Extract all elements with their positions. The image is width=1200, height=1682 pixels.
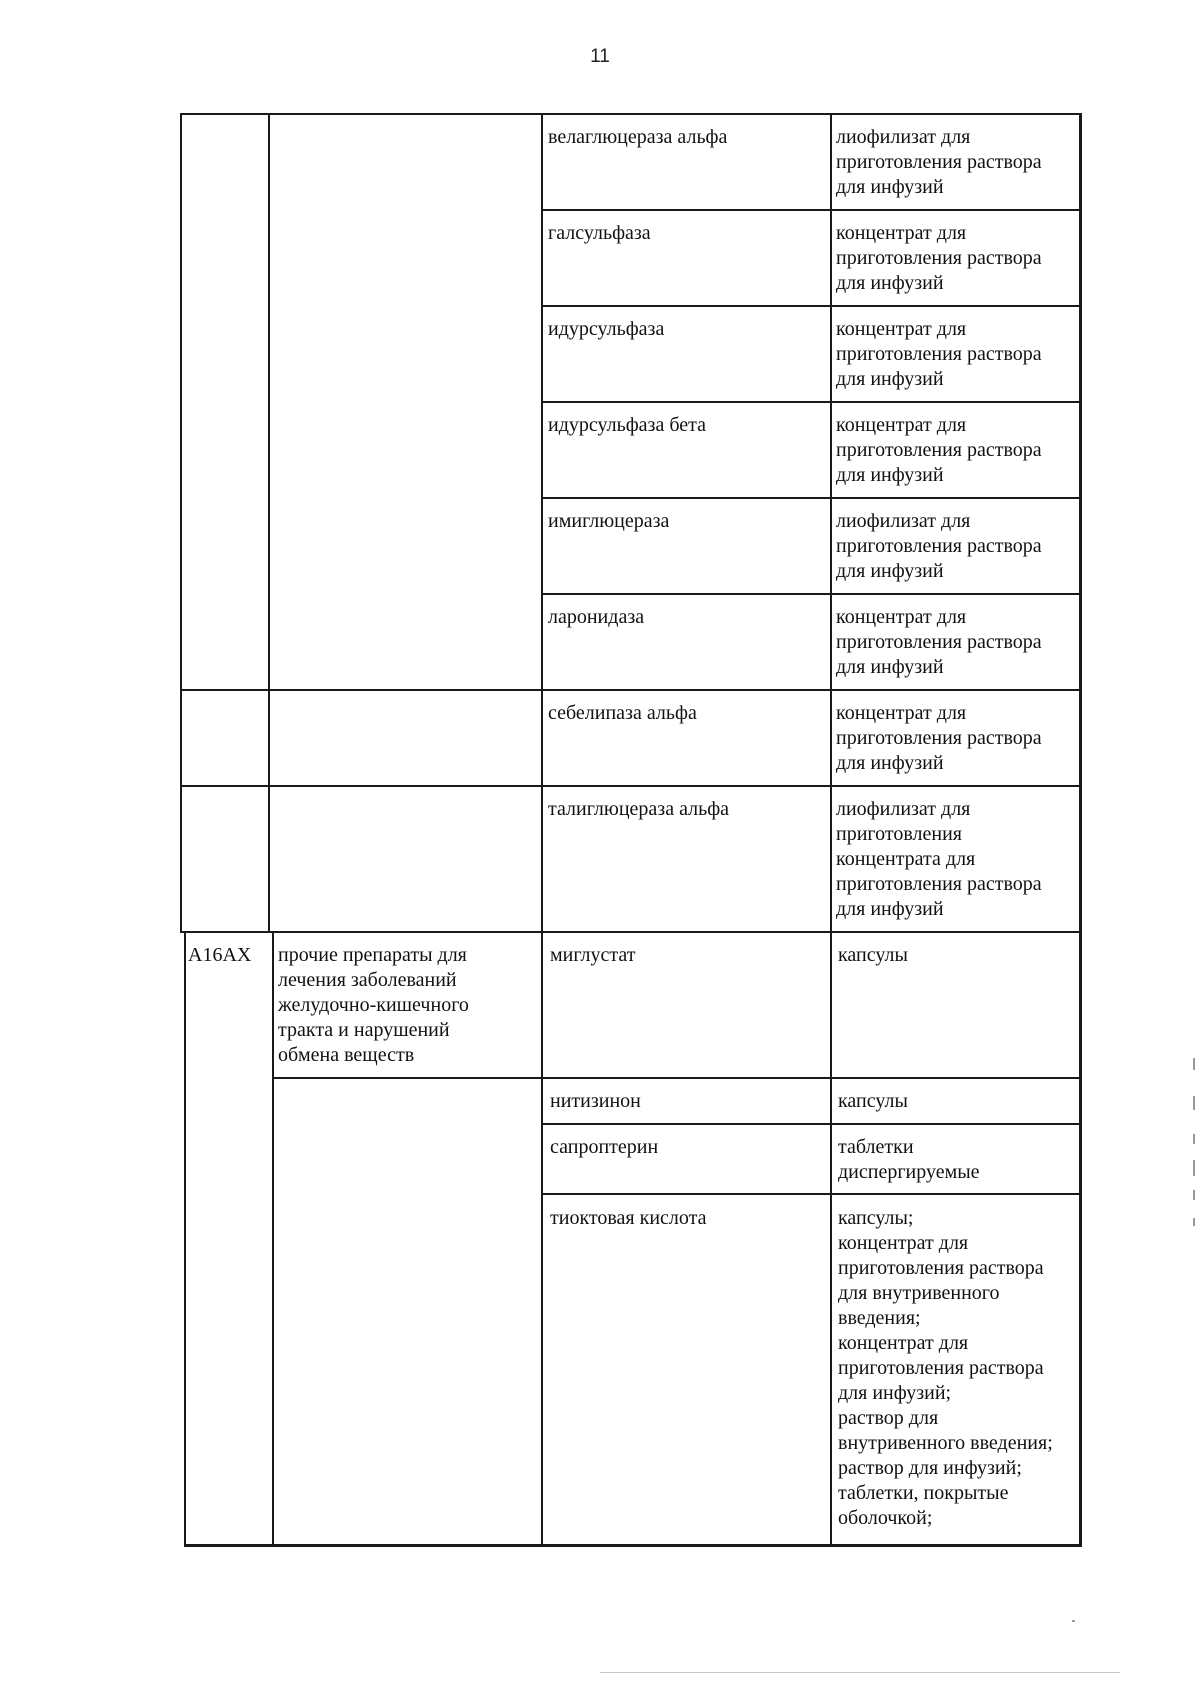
table-border-left (184, 931, 186, 1546)
row-divider (541, 593, 1081, 595)
table-border-top (180, 113, 1081, 115)
dosage-form: капсулы; концентрат для приготовления раствора для внутривенного введения; концентрат для приготовления раствора для инфузий; раствор для внутривенного введения; раствор для инфузий; таблетки, покрытые оболочкой; (838, 1207, 1053, 1529)
dosage-form: концентрат для приготовления раствора для инфузий (836, 702, 1042, 774)
drug-name: нитизинон (550, 1090, 641, 1112)
table-border-right (1079, 113, 1082, 1546)
atc-code: A16AX (188, 944, 252, 966)
page-number: 11 (590, 46, 610, 67)
dosage-form: концентрат для приготовления раствора для инфузий (836, 606, 1042, 678)
drug-name: тиоктовая кислота (550, 1207, 707, 1229)
row-divider (541, 401, 1081, 403)
dosage-form: лиофилизат для приготовления концентрата для приготовления раствора для инфузий (836, 798, 1042, 920)
dosage-form: капсулы (838, 1090, 908, 1112)
row-divider (180, 689, 1081, 691)
drug-name: имиглюцераза (548, 510, 670, 532)
dosage-form: лиофилизат для приготовления раствора для инфузий (836, 126, 1042, 198)
drug-name: талиглюцераза альфа (548, 798, 730, 820)
drug-name: сапроптерин (550, 1136, 659, 1158)
drug-name: ларонидаза (548, 606, 645, 628)
dosage-form: лиофилизат для приготовления раствора для инфузий (836, 510, 1042, 582)
table-border-bottom (184, 1544, 1082, 1547)
group-name: прочие препараты для лечения заболеваний желудочно-кишечного тракта и нарушений обмена веществ (278, 944, 469, 1066)
column-divider (541, 113, 543, 1546)
row-divider (541, 305, 1081, 307)
row-divider (272, 1077, 1081, 1079)
row-divider (541, 497, 1081, 499)
dosage-form: концентрат для приготовления раствора для инфузий (836, 414, 1042, 486)
drug-name: идурсульфаза (548, 318, 665, 340)
column-divider (268, 113, 270, 933)
row-divider (541, 209, 1081, 211)
drug-name: галсульфаза (548, 222, 651, 244)
row-divider (541, 1193, 1081, 1195)
drug-name: идурсульфаза бета (548, 414, 706, 436)
drug-name: велаглюцераза альфа (548, 126, 728, 148)
row-divider (541, 1123, 1081, 1125)
row-divider (180, 785, 1081, 787)
table-border-left (180, 113, 182, 933)
dosage-form: концентрат для приготовления раствора для инфузий (836, 318, 1042, 390)
drug-name: себелипаза альфа (548, 702, 697, 724)
drug-name: миглустат (550, 944, 636, 966)
column-divider (272, 931, 274, 1546)
dosage-form: таблетки диспергируемые (838, 1136, 980, 1183)
row-divider (180, 931, 1081, 933)
column-divider (830, 113, 832, 1546)
dosage-form: концентрат для приготовления раствора для инфузий (836, 222, 1042, 294)
dosage-form: капсулы (838, 944, 908, 966)
